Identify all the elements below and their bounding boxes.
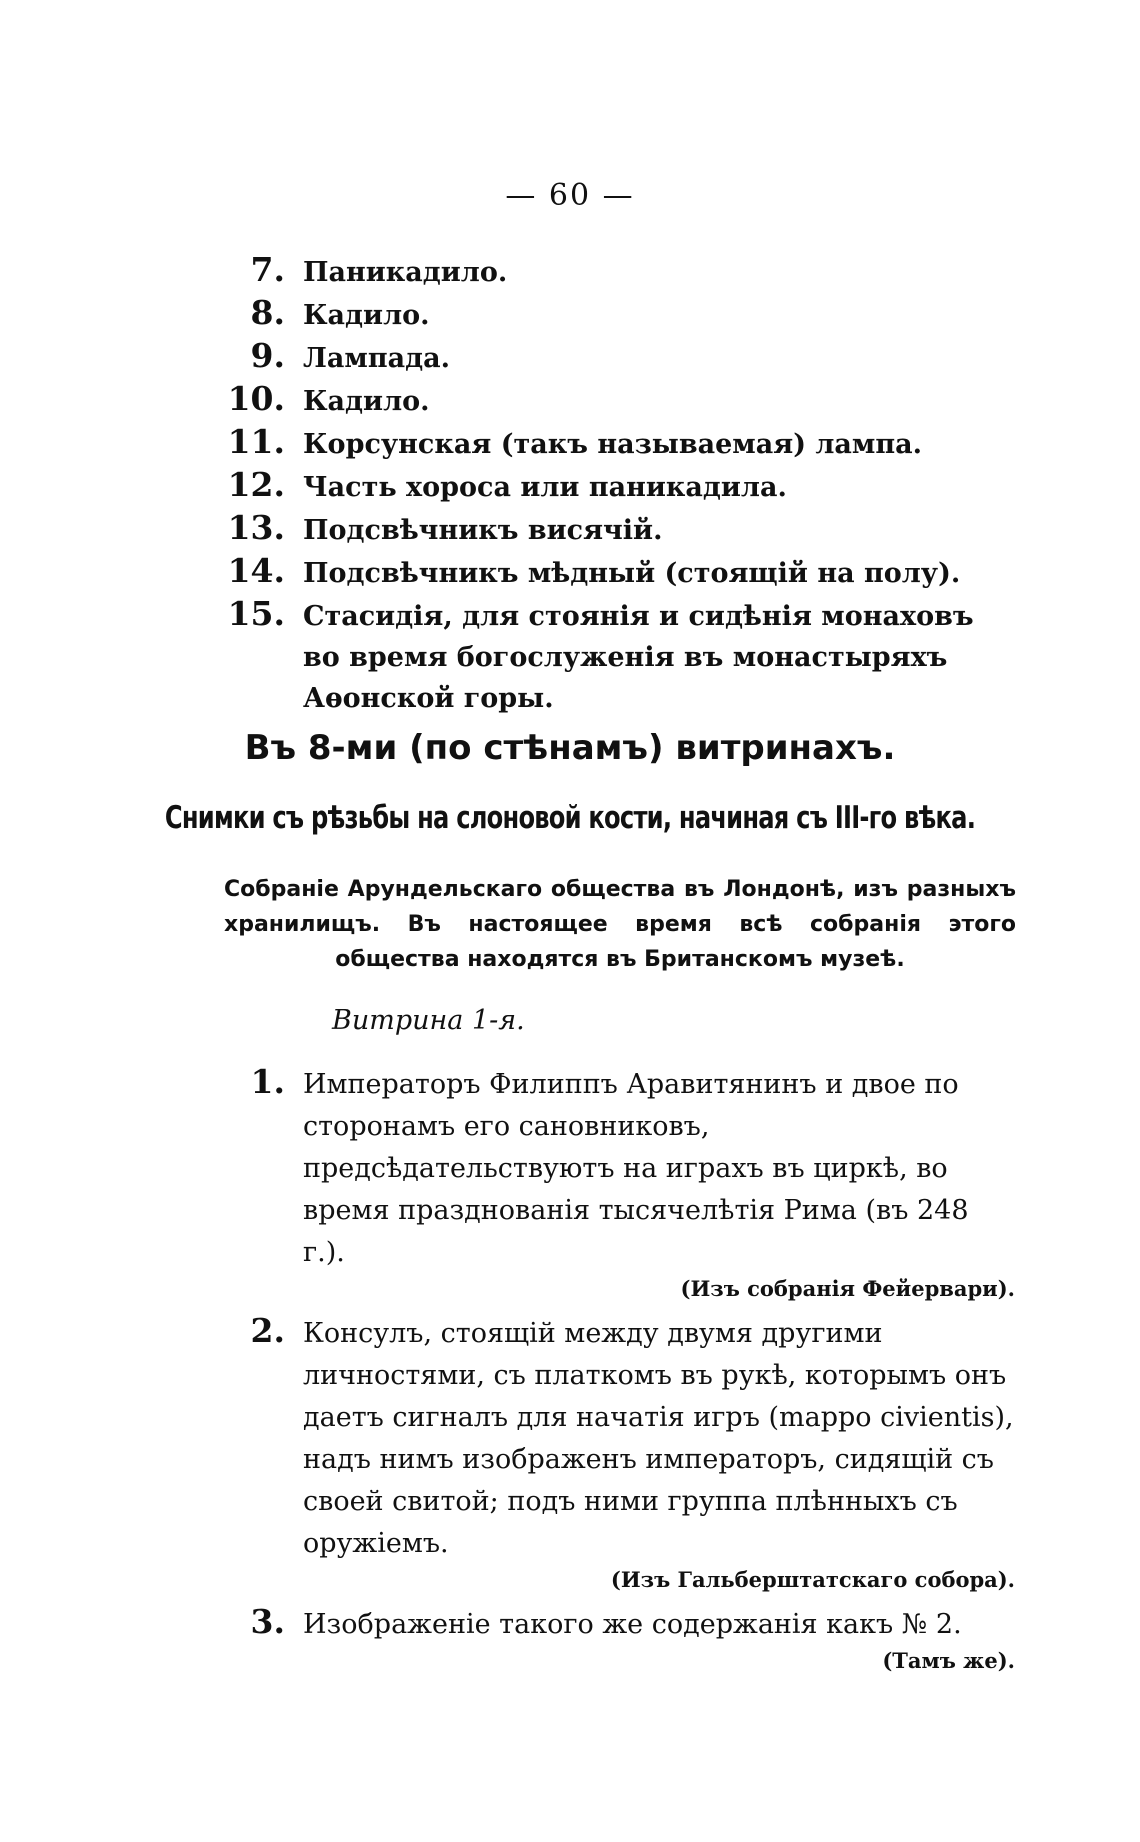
item-number: 8. [250, 293, 285, 332]
list-item [225, 1062, 1015, 1274]
top-item-list [225, 250, 1015, 719]
item-text: Корсунская (такъ называемая) лампа. [303, 429, 923, 460]
item-number: 9. [250, 336, 285, 375]
item-number: 3. [250, 1602, 285, 1641]
item-text: Лампада. [303, 343, 450, 374]
item-text: Кадило. [303, 386, 430, 417]
collection-note: Собраніе Арундельскаго общества въ Лондонѣ, изъ разныхъ хранилищъ. Въ настоящее время всѣ собранія этого общества находятся въ Британскомъ музеѣ. [224, 877, 1016, 972]
item-text: Подсвѣчникъ висячій. [303, 515, 663, 546]
vitrina-heading: Витрина 1-я. [332, 1005, 525, 1036]
list-item [225, 1311, 1015, 1565]
item-number: 14. [227, 551, 285, 590]
item-text: Кадило. [303, 300, 430, 331]
item-text: Подсвѣчникъ мѣдный (стоящій на полу). [303, 558, 961, 589]
list-item [225, 379, 1015, 422]
item-number: 13. [227, 508, 285, 547]
page-number: — 60 — [505, 178, 635, 213]
list-item [225, 508, 1015, 551]
list-item [225, 422, 1015, 465]
list-item [225, 250, 1015, 293]
item-text: Стасидія, для стоянія и сидѣнія монаховъ во время богослуженія въ монастыряхъ Аѳонской горы. [303, 601, 974, 714]
item-text: Часть хороса или паникадила. [303, 472, 787, 503]
item-number: 10. [227, 379, 285, 418]
item-number: 12. [227, 465, 285, 504]
item-text: Консулъ, стоящій между двумя другими личностями, съ платкомъ въ рукѣ, которымъ онъ даетъ сигналъ для начатія игръ (mappo civientis), надъ нимъ изображенъ императоръ, сидящій съ своей свитой; подъ ними группа плѣнныхъ съ оружіемъ. [303, 1318, 1014, 1559]
item-source: (Изъ Гальберштатскаго собора). [610, 1567, 1015, 1592]
item-text: Паникадило. [303, 257, 508, 288]
item-number: 2. [250, 1311, 285, 1350]
item-number: 1. [250, 1062, 285, 1101]
list-item [225, 551, 1015, 594]
item-source: (Тамъ же). [882, 1648, 1015, 1673]
item-source: (Изъ собранія Фейервари). [680, 1276, 1015, 1301]
item-text: Изображеніе такого же содержанія какъ № 2. [303, 1609, 962, 1640]
item-text: Императоръ Филиппъ Аравитянинъ и двое по сторонамъ его сановниковъ, предсѣдательствуютъ на играхъ въ циркѣ, во время празднованія тысячелѣтія Рима (въ 248 г.). [303, 1069, 969, 1268]
list-item [225, 594, 1015, 719]
section-heading: Въ 8-ми (по стѣнамъ) витринахъ. [244, 728, 896, 768]
section-subheading: Снимки съ рѣзьбы на слоновой кости, начиная съ III-го вѣка. [164, 800, 976, 836]
vitrina-item-list [225, 1062, 1015, 1673]
list-item [225, 465, 1015, 508]
item-number: 7. [250, 250, 285, 289]
list-item [225, 293, 1015, 336]
list-item [225, 1602, 1015, 1646]
list-item [225, 336, 1015, 379]
item-number: 11. [227, 422, 285, 461]
item-number: 15. [227, 594, 285, 633]
